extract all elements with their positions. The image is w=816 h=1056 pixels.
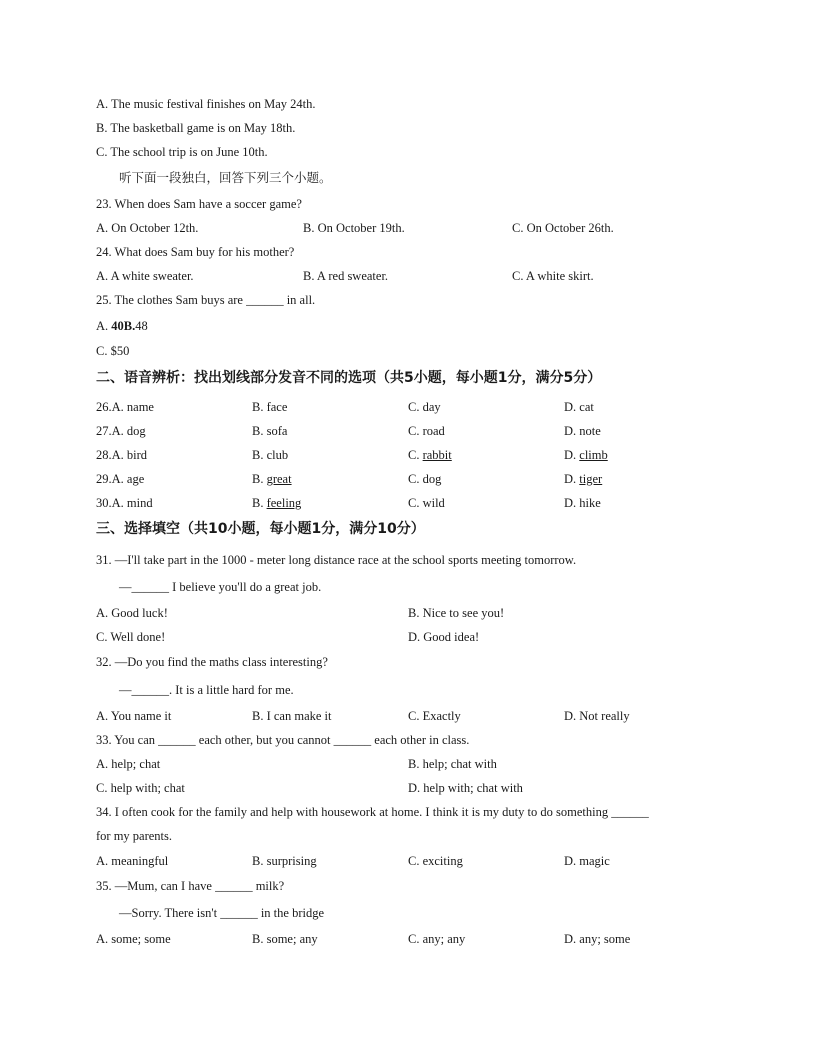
q30-option-b-prefix: B.: [252, 496, 267, 510]
q32-reply: —______. It is a little hard for me.: [119, 683, 294, 697]
q28-option-d-prefix: D.: [564, 448, 580, 462]
q35-option-d: D. any; some: [564, 932, 631, 946]
q34-option-a: A. meaningful: [96, 854, 169, 868]
q26-option-b: B. face: [252, 400, 288, 414]
q27-option-c: C. road: [408, 424, 445, 438]
q27-option-a: 27.A. dog: [96, 424, 146, 438]
q34-option-d: D. magic: [564, 854, 610, 868]
q31-option-b: B. Nice to see you!: [408, 606, 505, 620]
monologue-instruction: 听下面一段独白，回答下列三个小题。: [119, 170, 332, 185]
section2-heading: 二、语音辨析：找出划线部分发音不同的选项（共5小题，每小题1分，满分5分）: [96, 370, 602, 386]
q29-option-d-word: tiger: [579, 472, 603, 486]
q33-option-c: C. help with; chat: [96, 781, 185, 795]
q24-option-b: B. A red sweater.: [303, 269, 389, 283]
q27-option-d: D. note: [564, 424, 601, 438]
q29-option-d-prefix: D.: [564, 472, 580, 486]
q31-stem: 31. —I'll take part in the 1000 - meter long distance race at the school sports meeting tomorrow.: [96, 553, 577, 567]
q29-option-c: C. dog: [408, 472, 442, 486]
q23-option-c: C. On October 26th.: [512, 221, 614, 235]
q35-reply: —Sorry. There isn't ______ in the bridge: [119, 906, 324, 920]
q32-stem: 32. —Do you find the maths class interesting?: [96, 655, 328, 669]
q28-option-b: B. club: [252, 448, 289, 462]
q29-option-d: [564, 471, 602, 487]
q29-option-b: [252, 471, 292, 487]
q30-option-a: 30.A. mind: [96, 496, 153, 510]
q24-option-a: A. A white sweater.: [96, 269, 194, 283]
q28-option-c-prefix: C.: [408, 448, 423, 462]
q26-option-a: 26.A. name: [96, 400, 154, 414]
q32-option-c: C. Exactly: [408, 709, 461, 723]
q35-option-c: C. any; any: [408, 932, 466, 946]
q25-option-a: [96, 318, 148, 334]
q31-option-d: D. Good idea!: [408, 630, 480, 644]
q33-option-d: D. help with; chat with: [408, 781, 523, 795]
q32-option-a: A. You name it: [96, 709, 172, 723]
q31-option-c: C. Well done!: [96, 630, 166, 644]
q22-option-b: B. The basketball game is on May 18th.: [96, 121, 296, 135]
q31-option-a: A. Good luck!: [96, 606, 168, 620]
q33-option-a: A. help; chat: [96, 757, 161, 771]
q32-option-b: B. I can make it: [252, 709, 332, 723]
q35-option-a: A. some; some: [96, 932, 171, 946]
q29-option-b-word: great: [266, 472, 292, 486]
q24-stem: 24. What does Sam buy for his mother?: [96, 245, 295, 259]
q33-option-b: B. help; chat with: [408, 757, 497, 771]
q35-option-b: B. some; any: [252, 932, 318, 946]
q28-option-d-word: climb: [579, 448, 608, 462]
q25-option-a-prefix: A.: [96, 319, 112, 333]
section3-heading: 三、选择填空（共10小题，每小题1分，满分10分）: [96, 521, 425, 537]
q29-option-b-prefix: B.: [252, 472, 267, 486]
q28-option-d: [564, 447, 608, 463]
q34-stem: 34. I often cook for the family and help with housework at home. I think it is my duty to do something ______: [96, 805, 649, 819]
q30-option-c: C. wild: [408, 496, 445, 510]
q30-option-b: [252, 495, 301, 511]
q28-option-a: 28.A. bird: [96, 448, 148, 462]
q25-stem: 25. The clothes Sam buys are ______ in all.: [96, 293, 316, 307]
q23-option-a: A. On October 12th.: [96, 221, 199, 235]
q30-option-b-word: feeling: [266, 496, 302, 510]
q28-option-c-word: rabbit: [422, 448, 452, 462]
q23-stem: 23. When does Sam have a soccer game?: [96, 197, 302, 211]
q31-reply: —______ I believe you'll do a great job.: [119, 580, 322, 594]
q26-option-c: C. day: [408, 400, 441, 414]
q33-stem: 33. You can ______ each other, but you cannot ______ each other in class.: [96, 733, 470, 747]
q28-option-c: [408, 447, 452, 463]
q27-option-b: B. sofa: [252, 424, 288, 438]
q26-option-d: D. cat: [564, 400, 594, 414]
q34-option-c: C. exciting: [408, 854, 463, 868]
q25-option-a-rest: 48: [135, 319, 148, 333]
q22-option-c: C. The school trip is on June 10th.: [96, 145, 268, 159]
q22-option-a: A. The music festival finishes on May 24th.: [96, 97, 316, 111]
q32-option-d: D. Not really: [564, 709, 630, 723]
q34-option-b: B. surprising: [252, 854, 317, 868]
q35-stem: 35. —Mum, can I have ______ milk?: [96, 879, 285, 893]
q29-option-a: 29.A. age: [96, 472, 145, 486]
q30-option-d: D. hike: [564, 496, 601, 510]
q25-option-a-bold: 40B.: [111, 319, 136, 333]
q25-option-c: C. $50: [96, 344, 130, 358]
q24-option-c: C. A white skirt.: [512, 269, 594, 283]
q23-option-b: B. On October 19th.: [303, 221, 405, 235]
q34-stem-continued: for my parents.: [96, 829, 173, 843]
